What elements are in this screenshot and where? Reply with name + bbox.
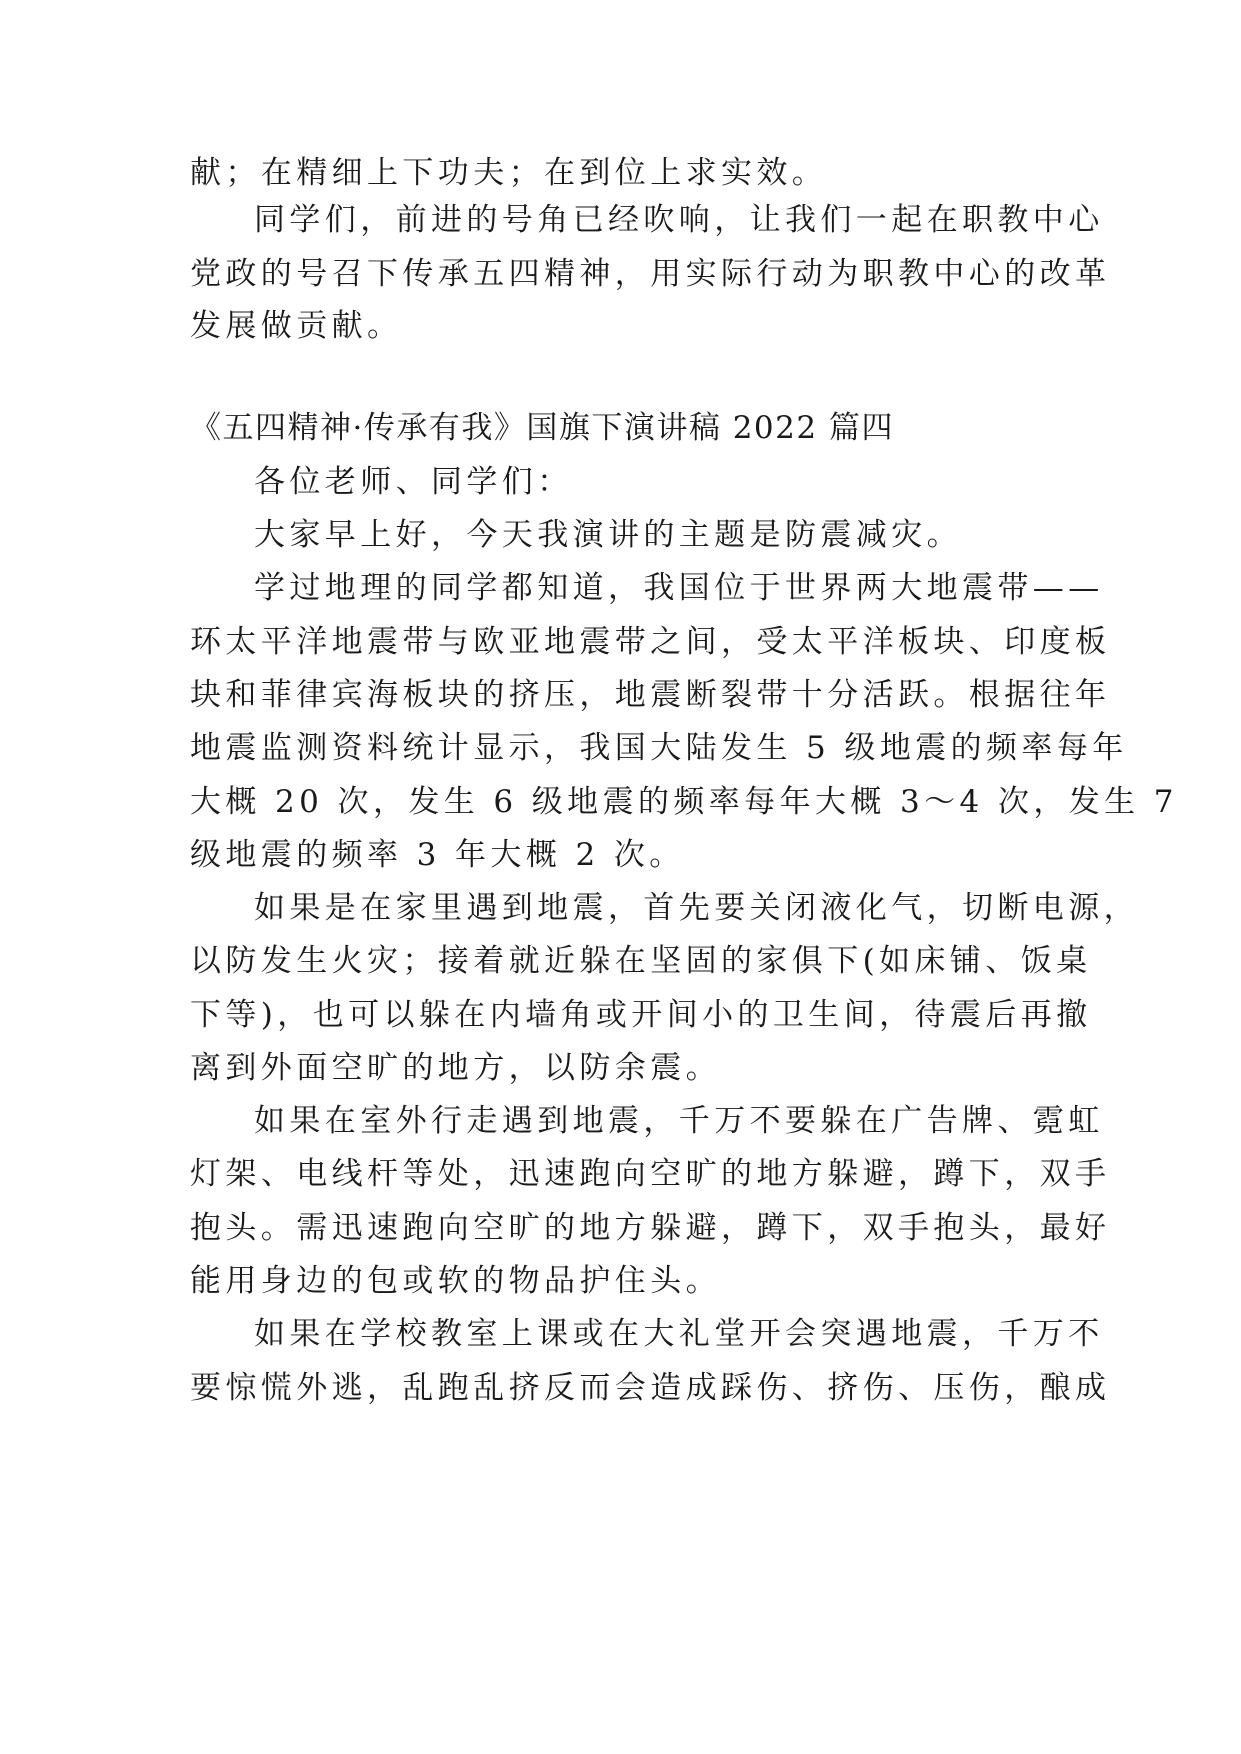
text-line: 块和菲律宾海板块的挤压，地震断裂带十分活跃。根据往年 [190, 677, 1111, 713]
text-line: 党政的号召下传承五四精神，用实际行动为职教中心的改革 [190, 256, 1111, 292]
text-line: 以防发生火灾；接着就近躲在坚固的家俱下(如床铺、饭桌 [190, 943, 1092, 979]
paragraph-first-line: 大家早上好，今天我演讲的主题是防震减灾。 [254, 517, 962, 553]
section-title: 《五四精神·传承有我》国旗下演讲稿 2022 篇四 [190, 410, 894, 446]
text-line: 抱头。需迅速跑向空旷的地方躲避，蹲下，双手抱头，最好 [190, 1210, 1111, 1246]
text-line: 地震监测资料统计显示，我国大陆发生 5 级地震的频率每年 [190, 730, 1128, 766]
text-line: 环太平洋地震带与欧亚地震带之间，受太平洋板块、印度板 [190, 624, 1111, 660]
text-line: 能用身边的包或软的物品护住头。 [190, 1263, 721, 1299]
text-line: 离到外面空旷的地方，以防余震。 [190, 1050, 721, 1086]
paragraph-first-line: 如果在室外行走遇到地震，千万不要躲在广告牌、霓虹 [254, 1103, 1104, 1139]
text-line: 要惊慌外逃，乱跑乱挤反而会造成踩伤、挤伤、压伤，酿成 [190, 1370, 1111, 1406]
paragraph-first-line: 同学们，前进的号角已经吹响，让我们一起在职教中心 [254, 202, 1104, 238]
paragraph-first-line: 如果是在家里遇到地震，首先要关闭液化气，切断电源， [254, 890, 1139, 926]
text-line: 灯架、电线杆等处，迅速跑向空旷的地方躲避，蹲下，双手 [190, 1156, 1111, 1192]
salutation: 各位老师、同学们： [254, 464, 573, 500]
text-line: 献；在精细上下功夫；在到位上求实效。 [190, 155, 828, 191]
text-line: 大概 20 次，发生 6 级地震的频率每年大概 3～4 次，发生 7 [190, 784, 1178, 820]
text-line: 下等)，也可以躲在内墙角或开间小的卫生间，待震后再撤 [190, 997, 1092, 1033]
paragraph-first-line: 如果在学校教室上课或在大礼堂开会突遇地震，千万不 [254, 1316, 1104, 1352]
text-line: 级地震的频率 3 年大概 2 次。 [190, 837, 685, 873]
text-line: 发展做贡献。 [190, 308, 403, 344]
paragraph-first-line: 学过地理的同学都知道，我国位于世界两大地震带—— [254, 570, 1104, 606]
